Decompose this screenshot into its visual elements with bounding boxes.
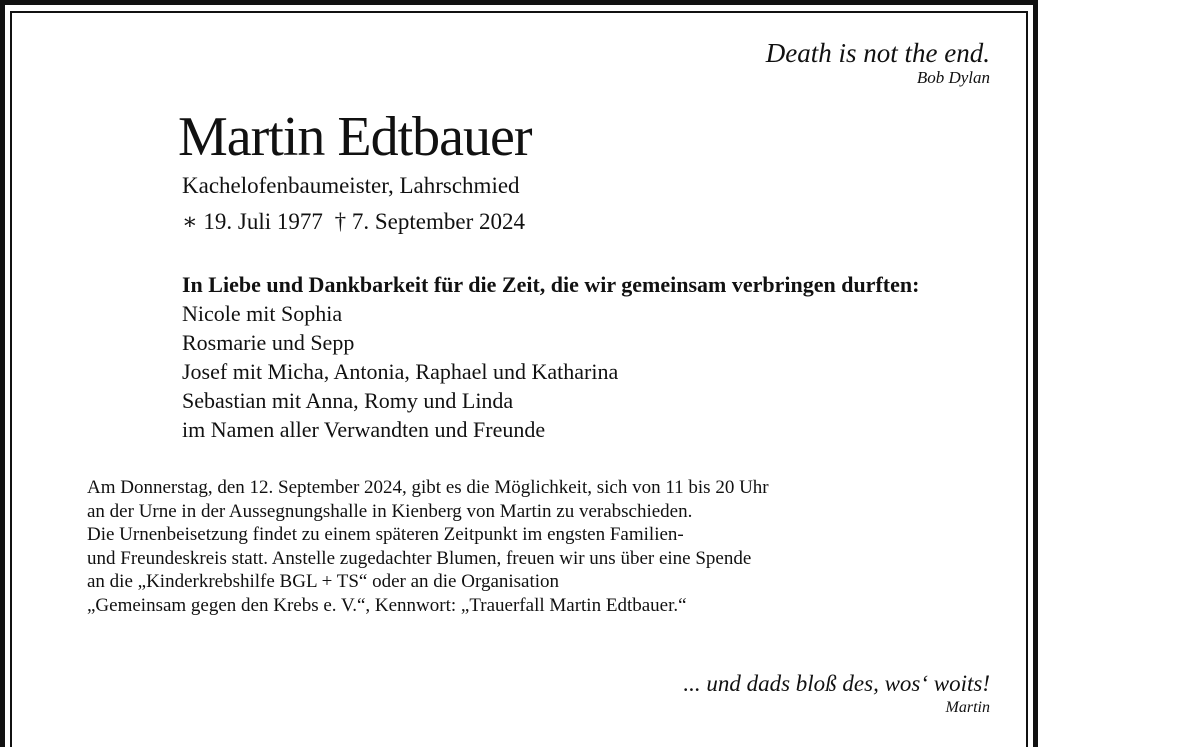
mourners-block [182, 270, 919, 444]
announcement-paragraph [87, 476, 769, 617]
announcement-line: „Gemeinsam gegen den Krebs e. V.“, Kennwort: „Trauerfall Martin Edtbauer.“ [87, 594, 687, 616]
deceased-profession: Kachelofenbaumeister, Lahrschmied [182, 173, 520, 198]
epigraph [766, 38, 990, 88]
life-dates [182, 208, 531, 236]
mourners-heading: In Liebe und Dankbarkeit für die Zeit, die wir gemeinsam verbringen durften: [182, 272, 920, 297]
mourner-line: Josef mit Micha, Antonia, Raphael und Katharina [182, 359, 619, 384]
closing-quote-author: Martin [945, 699, 990, 716]
mourner-line: Rosmarie und Sepp [182, 330, 355, 355]
announcement-line: Am Donnerstag, den 12. September 2024, gibt es die Möglichkeit, sich von 11 bis 20 Uhr [87, 477, 769, 498]
death-date: † 7. September 2024 [334, 209, 525, 234]
announcement-line: Die Urnenbeisetzung findet zu einem späteren Zeitpunkt im engsten Familien- [87, 524, 684, 545]
closing-quote [683, 670, 990, 718]
announcement-line: an der Urne in der Aussegnungshalle in Kienberg von Martin zu verabschieden. [87, 500, 693, 522]
announcement-line: und Freundeskreis statt. Anstelle zugedachter Blumen, freuen wir uns über eine Spende [87, 547, 752, 569]
mourner-line: Sebastian mit Anna, Romy und Linda [182, 388, 514, 413]
epigraph-author: Bob Dylan [916, 68, 990, 87]
mourner-line: Nicole mit Sophia [182, 301, 343, 326]
mourner-line: im Namen aller Verwandten und Freunde [182, 417, 546, 442]
birth-date: ∗ 19. Juli 1977 [182, 209, 323, 234]
epigraph-text: Death is not the end. [765, 38, 990, 68]
announcement-line: an die „Kinderkrebshilfe BGL + TS“ oder an die Organisation [87, 571, 560, 592]
deceased-name: Martin Edtbauer [178, 106, 532, 168]
closing-quote-text: ... und dads bloß des, wos‘ woits! [683, 671, 990, 696]
